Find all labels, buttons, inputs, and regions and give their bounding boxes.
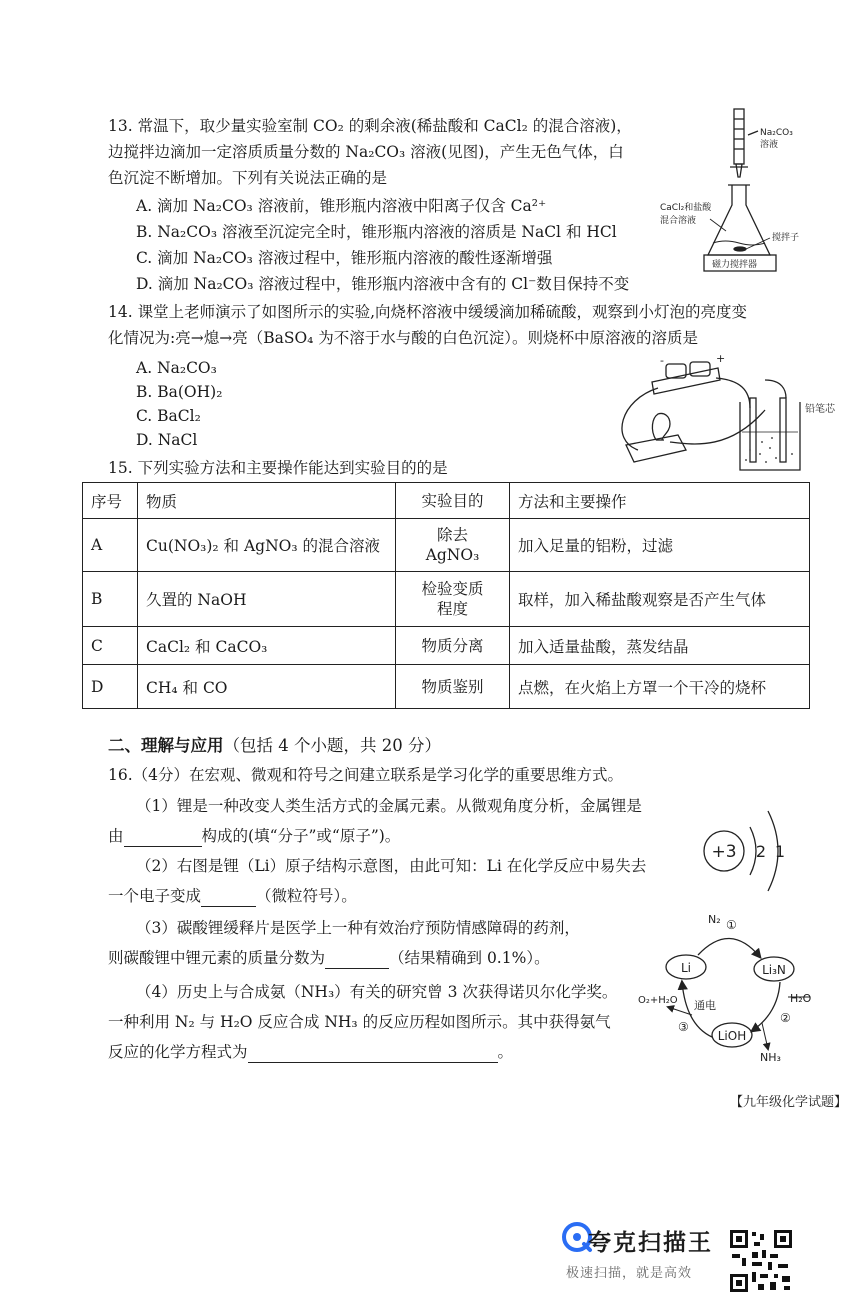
atom-nucleus-label: +3 [711,842,737,862]
qr-code-icon[interactable] [728,1228,794,1294]
q13-line1: 13. 常温下，取少量实验室制 CO₂ 的剩余液(稀盐酸和 CaCl₂ 的混合溶液)， [108,117,632,135]
cycle-step1: ① [726,918,737,932]
q15-row-c-purpose: 物质分离 [396,627,510,665]
q13-apparatus-figure [650,105,820,275]
q13-option-c[interactable]: C. 滴加 Na₂CO₃ 溶液过程中，锥形瓶内溶液的酸性逐渐增强 [136,249,553,267]
q15-row-c-substance: CaCl₂ 和 CaCO₃ [138,627,396,665]
q14-fig-minus: - [660,354,664,367]
q13-line2: 边搅拌边滴加一定溶质质量分数的 Na₂CO₃ 溶液(见图)，产生无色气体，白 [108,143,624,161]
q15-title: 15. 下列实验方法和主要操作能达到实验目的的是 [108,459,448,477]
table-row[interactable] [83,519,810,572]
footer-brand: 夸克扫描王 [588,1230,713,1256]
q15-header-purpose: 实验目的 [396,483,510,519]
cycle-nh3: NH₃ [760,1051,781,1064]
lithium-atom-diagram [700,805,800,895]
q15-header-row [83,483,810,519]
q13-fig-stirrer: 搅拌子 [772,233,800,243]
q13-option-d[interactable]: D. 滴加 Na₂CO₃ 溶液过程中，锥形瓶内溶液中含有的 Cl⁻数目保持不变 [136,275,630,293]
q16-p4a: （4）历史上与合成氨（NH₃）有关的研究曾 3 次获得诺贝尔化学奖。 [136,983,618,1001]
table-row[interactable] [83,572,810,627]
footer-grade-label: 【九年级化学试题】 [730,1095,848,1110]
q15-table [82,482,810,709]
q15-row-b-purpose-2: 程度 [436,600,468,618]
q15-row-c-id: C [83,627,138,665]
q16-blank-3[interactable] [325,952,389,969]
table-row[interactable] [83,665,810,709]
q14-fig-electrode [805,402,836,415]
q15-header-substance: 物质 [138,483,396,519]
q16-p2a: （2）右图是锂（Li）原子结构示意图，由此可知：Li 在化学反应中易失去 [136,857,647,875]
q15-row-b-id: B [83,572,138,627]
q13-fig-base: 磁力搅拌器 [712,260,758,270]
q16-intro: 16.（4分）在宏观、微观和符号之间建立联系是学习化学的重要思维方式。 [108,766,624,784]
cycle-li3n: Li₃N [762,963,786,977]
q15-row-a-id: A [83,519,138,572]
q16-p1b [108,825,400,847]
q13-option-b[interactable]: B. Na₂CO₃ 溶液至沉淀完全时，锥形瓶内溶液的溶质是 NaCl 和 HCl [136,223,617,241]
q16-p4c [108,1041,513,1063]
q16-p1b-post: 构成的(填“分子”或“原子”)。 [201,827,401,845]
q15-row-a-method: 加入足量的铝粉，过滤 [510,519,810,572]
cycle-li: Li [680,961,692,975]
section2-heading [108,735,441,757]
section2-title: 二、理解与应用 [108,736,224,755]
q14-fig-electrode-label: 铅笔芯 [805,404,835,415]
ammonia-cycle-diagram [638,905,828,1065]
q14-option-d[interactable]: D. NaCl [136,431,198,449]
q14-fig-plus: + [716,352,726,365]
q15-row-b-purpose-1: 检验变质 [421,580,484,598]
q14-option-c[interactable]: C. BaCl₂ [136,407,201,425]
cycle-o2h2o: O₂+H₂O [638,995,678,1006]
footer-slogan: 极速扫描，就是高效 [566,1266,693,1281]
q13-fig-mix1: CaCl₂和盐酸 [660,203,712,213]
section2-note: （包括 4 个小题，共 20 分） [223,736,441,755]
q15-row-d-id: D [83,665,138,709]
q16-p1a: （1）锂是一种改变人类生活方式的金属元素。从微观角度分析，金属锂是 [136,797,642,815]
q13-fig-reagent: Na₂CO₃ [760,128,793,138]
q16-p2b [108,885,357,907]
q15-row-b-purpose [396,572,510,627]
q16-p3b [108,947,550,969]
q15-header-id: 序号 [83,483,138,519]
cycle-step2: ② [780,1011,791,1025]
q16-blank-1[interactable] [124,830,202,847]
q15-row-b-method: 取样，加入稀盐酸观察是否产生气体 [510,572,810,627]
q16-p2b-post: （微粒符号）。 [256,887,357,905]
q16-p1b-pre: 由 [108,827,124,845]
cycle-n2: N₂ [708,913,721,926]
q13-fig-reagent2: 溶液 [760,140,779,150]
cycle-lioh: LiOH [717,1029,747,1043]
q13-fig-mix2: 混合溶液 [660,216,697,226]
q14-circuit-figure [600,350,835,475]
q16-p4b: 一种利用 N₂ 与 H₂O 反应合成 NH₃ 的反应历程如图所示。其中获得氨气 [108,1013,611,1031]
q15-row-a-substance: Cu(NO₃)₂ 和 AgNO₃ 的混合溶液 [138,519,396,572]
q15-row-a-purpose [396,519,510,572]
cycle-power: 通电 [694,999,716,1012]
q15-row-a-purpose-2: AgNO₃ [425,546,480,564]
q15-header-method: 方法和主要操作 [510,483,810,519]
q16-blank-2[interactable] [201,890,256,907]
q15-row-b-substance: 久置的 NaOH [138,572,396,627]
q16-p4c-post: 。 [497,1043,514,1061]
q13-option-a[interactable]: A. 滴加 Na₂CO₃ 溶液前，锥形瓶内溶液中阳离子仅含 Ca²⁺ [136,197,547,215]
atom-shell2-count: 1 [774,842,786,861]
q14-line1: 14. 课堂上老师演示了如图所示的实验,向烧杯溶液中缓缓滴加稀硫酸，观察到小灯泡的亮度变 [108,303,748,321]
table-row[interactable] [83,627,810,665]
atom-shell1-count: 2 [755,842,767,861]
q14-option-b[interactable]: B. Ba(OH)₂ [136,383,223,401]
q14-line2: 化情况为:亮→熄→亮（BaSO₄ 为不溶于水与酸的白色沉淀）。则烧杯中原溶液的溶质是 [108,329,699,347]
q15-row-d-purpose: 物质鉴别 [396,665,510,709]
q15-row-d-method: 点燃，在火焰上方罩一个干冷的烧杯 [510,665,810,709]
q16-blank-4[interactable] [248,1046,498,1063]
q16-p2b-pre: 一个电子变成 [108,887,202,905]
q13-line3: 色沉淀不断增加。下列有关说法正确的是 [108,169,388,187]
q14-option-a[interactable]: A. Na₂CO₃ [136,359,217,377]
cycle-h2o: H₂O [790,992,812,1005]
q16-p4c-pre: 反应的化学方程式为 [108,1043,248,1061]
q16-p3b-pre: 则碳酸锂中锂元素的质量分数为 [108,949,326,967]
q16-p3b-post: （结果精确到 0.1%）。 [389,949,550,967]
q15-row-a-purpose-1: 除去 [436,526,468,544]
cycle-step3: ③ [678,1020,689,1034]
q15-row-c-method: 加入适量盐酸，蒸发结晶 [510,627,810,665]
q16-p3a: （3）碳酸锂缓释片是医学上一种有效治疗预防情感障碍的药剂， [136,919,580,937]
q15-row-d-substance: CH₄ 和 CO [138,665,396,709]
